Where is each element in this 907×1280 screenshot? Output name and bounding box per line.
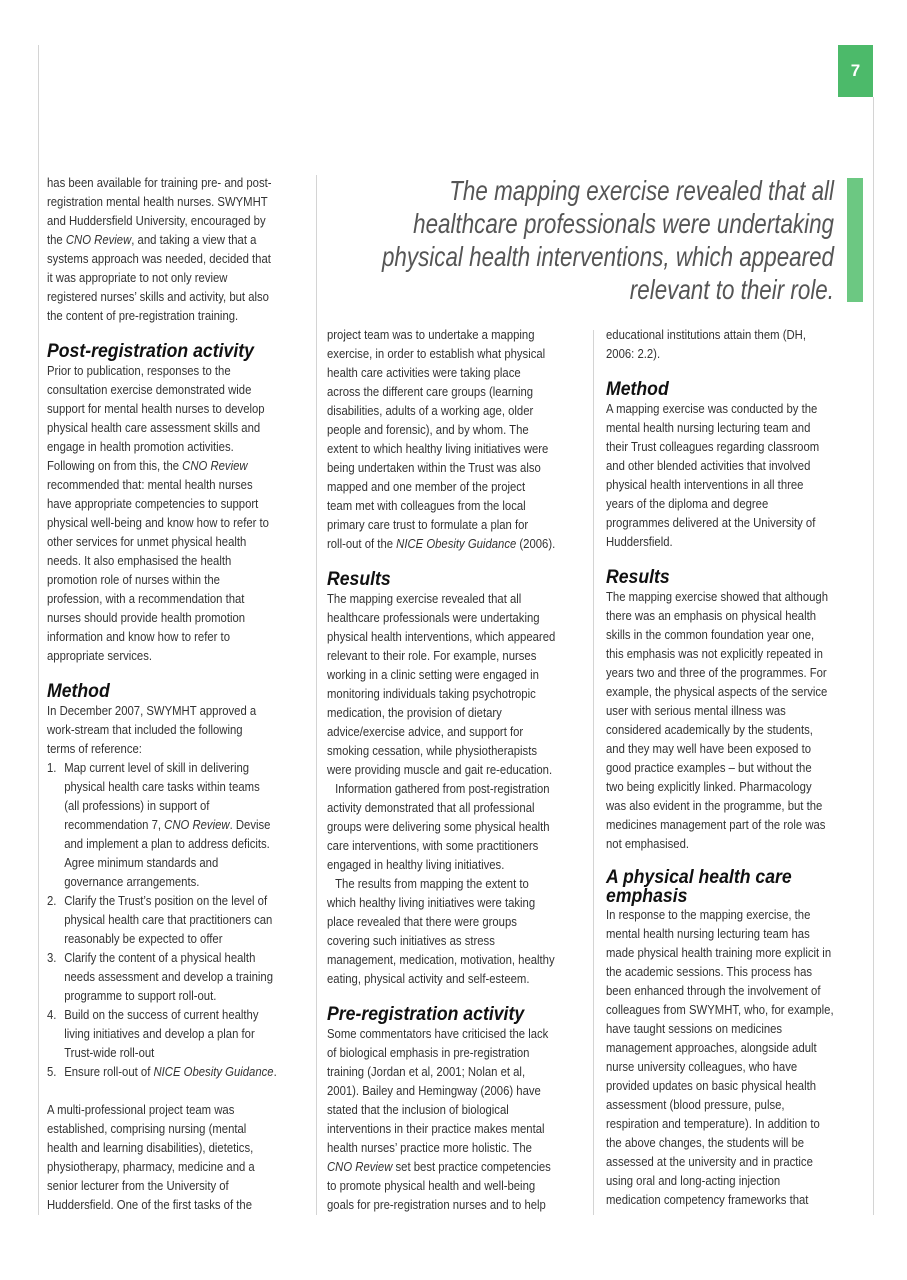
text-line: goals for pre-registration nurses and to help [327,1197,546,1212]
list-item [47,1063,302,1082]
column-divider-2 [593,330,594,1215]
list-number: 5. [47,1064,57,1079]
italic-title: CNO Review [327,1159,393,1174]
pull-quote-line: The mapping exercise revealed that all [449,175,834,206]
text-line: Following on from this, the CNO Review [47,458,248,473]
section-heading: Post-registration activity [47,339,254,362]
text-line: nurses should provide health promotion [47,610,246,625]
text-line: In response to the mapping exercise, the [606,907,811,922]
text-line: established, comprising nursing (mental [47,1121,247,1136]
text-line: activity demonstrated that all professional [327,800,535,815]
section-heading: Pre-registration activity [327,1002,525,1025]
text-line: CNO Review set best practice competencies [327,1159,551,1174]
text-line [47,1006,302,1025]
text-line: their Trust colleagues regarding classroom [606,439,820,454]
pull-quote [274,174,834,306]
text-line: and other blended activities that involved [606,458,811,473]
text-line: using oral and long-acting injection [606,1173,781,1188]
text-line: which healthy living initiatives were taking [327,895,536,910]
page-right-rule [873,97,874,1215]
text-line: smoking cessation, while physiotherapists [327,743,538,758]
text-line: place revealed that there were groups [327,914,517,929]
paragraph [47,174,302,326]
paragraph [327,1025,582,1215]
paragraph [606,400,861,552]
text-line: extent to which healthy living initiatives were [327,441,549,456]
pull-quote-line: healthcare professionals were undertaking [413,208,834,239]
text-line: recommended that: mental health nurses [47,477,253,492]
text-line: support for mental health nurses to develop [47,401,265,416]
text-line: health care activities were taking place [327,365,521,380]
text-line [47,930,302,949]
text-line: interventions in their practice makes mental [327,1121,545,1136]
text-line: 2001). Bailey and Hemingway (2006) have [327,1083,541,1098]
text-line: medicines management part of the role was [606,817,826,832]
text-line: Some commentators have criticised the lack [327,1026,549,1041]
text-line: needs. It also emphasised the health [47,553,232,568]
italic-title: CNO Review [182,458,248,473]
text-line: good practice examples – but without the [606,760,812,775]
text-line: have appropriate competencies to support [47,496,259,511]
list-number: 3. [47,950,57,965]
text-line: Information gathered from post-registration [335,781,550,796]
paragraph-spacer [47,1082,302,1101]
list-item-text: Trust-wide roll-out [64,1045,155,1060]
column-divider-1 [316,175,317,1215]
text-line: working in a clinic setting were engaged in [327,667,539,682]
text-line: 2006: 2.2). [606,346,661,361]
list-item-text: governance arrangements. [64,874,200,889]
text-line: registration mental health nurses. SWYMHT [47,194,268,209]
list-number: 4. [47,1007,57,1022]
text-line: roll-out of the NICE Obesity Guidance (2006). [327,536,556,551]
text-line: health and learning disabilities), dietetics, [47,1140,254,1155]
paragraph [47,702,302,759]
section-heading [606,865,861,907]
text-line [47,911,302,930]
column-2 [327,326,582,1215]
section-heading: Results [606,565,670,588]
text-line: across the different care groups (learning [327,384,534,399]
text-line: physical health interventions, which appeared [327,629,556,644]
text-line: considered academically by the students, [606,722,813,737]
text-line: systems approach was needed, decided that [47,251,271,266]
section-heading: Method [47,679,110,702]
list-item-text: Ensure roll-out of NICE Obesity Guidance. [64,1064,277,1079]
list-item-text: programme to support roll-out. [64,988,217,1003]
text-line [47,1044,302,1063]
text-line: of biological emphasis in pre-registration [327,1045,530,1060]
text-line [47,892,302,911]
text-line: information and know how to refer to [47,629,230,644]
list-item [47,892,302,949]
text-line: The results from mapping the extent to [335,876,529,891]
list-item-text: reasonably be expected to offer [64,931,223,946]
list-item [47,1006,302,1063]
text-line: other services for unmet physical health [47,534,247,549]
text-line: care interventions, with some practitioners [327,838,539,853]
text-line: management, medication, motivation, healthy [327,952,555,967]
text-line: medication, the provision of dietary [327,705,502,720]
text-line: people and forensic), and by whom. The [327,422,529,437]
paragraph [327,326,582,554]
section-heading-line: A physical health care [606,865,792,888]
pull-quote-accent-bar [847,178,863,302]
text-line: colleagues from SWYMHT, who, for example, [606,1002,834,1017]
section-heading: Results [327,567,391,590]
text-line: mapped and one member of the project [327,479,526,494]
text-line: respiration and temperature). In addition to [606,1116,820,1131]
text-line: example, the physical aspects of the service [606,684,828,699]
text-line: health nurses’ practice more holistic. The [327,1140,532,1155]
column-3 [606,326,861,1210]
paragraph [47,1101,302,1215]
text-line [47,1025,302,1044]
text-line [47,968,302,987]
italic-title: NICE Obesity Guidance [153,1064,274,1079]
text-line [47,949,302,968]
list-item-text: recommendation 7, CNO Review. Devise [64,817,271,832]
page-number: 7 [838,45,873,97]
list-item-text: Map current level of skill in delivering [64,760,250,775]
text-line: it was appropriate to not only review [47,270,228,285]
text-line: engaged in healthy living initiatives. [327,857,505,872]
text-line: not emphasised. [606,836,690,851]
text-line: Huddersfield. One of the first tasks of the [47,1197,252,1212]
list-item-text: Clarify the content of a physical health [64,950,256,965]
text-line: terms of reference: [47,741,142,756]
text-line [47,1063,302,1082]
text-line: made physical health training more explicit in [606,945,832,960]
text-line: primary care trust to formulate a plan for [327,517,529,532]
text-line: provided updates on basic physical health [606,1078,817,1093]
text-line: promotion role of nurses within the [47,572,220,587]
text-line: two being explicitly linked. Pharmacology [606,779,812,794]
italic-title: CNO Review [164,817,230,832]
italic-title: CNO Review [65,232,132,247]
text-line: A mapping exercise was conducted by the [606,401,818,416]
text-line: stated that the inclusion of biological [327,1102,509,1117]
list-item-text: physical health care tasks within teams [64,779,260,794]
text-line: was also evident in the programme, but the [606,798,823,813]
text-line: In December 2007, SWYMHT approved a [47,703,257,718]
text-line: management approaches, alongside adult [606,1040,817,1055]
paragraph [606,588,861,854]
numbered-list [47,759,302,1082]
text-line: this emphasis was not explicitly repeated in [606,646,823,661]
text-line: appropriate services. [47,648,153,663]
text-line: physiotherapy, pharmacy, medicine and a [47,1159,255,1174]
text-line: physical well-being and know how to refer to [47,515,269,530]
text-line: have taught sessions on medicines [606,1021,783,1036]
text-line: were providing muscle and gait re-education. [327,762,553,777]
text-line: the content of pre-registration training. [47,308,239,323]
text-line: consultation exercise demonstrated wide [47,382,252,397]
text-line: physical health care assessment skills and [47,420,261,435]
page-left-rule [38,45,39,1215]
text-line: physical health interventions in all three [606,477,804,492]
text-line: A multi-professional project team was [47,1102,235,1117]
paragraph [327,590,582,780]
list-item-text: physical health care that practitioners can [64,912,273,927]
text-line: groups were delivering some physical health [327,819,550,834]
pull-quote-line: relevant to their role. [629,274,834,305]
italic-title: NICE Obesity Guidance [396,536,517,551]
text-line: years two and three of the programmes. For [606,665,827,680]
text-line [47,778,302,797]
text-line: and Huddersfield University, encouraged by [47,213,266,228]
text-line: work-stream that included the following [47,722,243,737]
text-line: the CNO Review, and taking a view that a [47,232,257,247]
list-number: 1. [47,760,57,775]
section-heading: Method [606,377,669,400]
text-line: years of the diploma and degree [606,496,769,511]
pull-quote-line: physical health interventions, which appeared [381,241,834,272]
text-line: educational institutions attain them (DH, [606,327,806,342]
text-line: mental health nursing lecturing team has [606,926,810,941]
text-line [47,987,302,1006]
list-item-text: Build on the success of current healthy [64,1007,259,1022]
column-1 [47,174,302,1215]
text-line: advice/exercise advice, and support for [327,724,524,739]
list-item-text: and implement a plan to address deficits. [64,836,270,851]
text-line: engage in health promotion activities. [47,439,234,454]
text-line [47,759,302,778]
text-line: registered nurses’ skills and activity, but also [47,289,269,304]
text-line: nurse university colleagues, who have [606,1059,798,1074]
paragraph [606,906,861,1210]
list-item-text: Agree minimum standards and [64,855,219,870]
text-line: and they may well have been exposed to [606,741,812,756]
text-line: user with serious mental illness was [606,703,786,718]
text-line: training (Jordan et al, 2001; Nolan et al, [327,1064,526,1079]
text-line: medication competency frameworks that [606,1192,809,1207]
paragraph [606,326,861,364]
text-line: mental health nursing lecturing team and [606,420,811,435]
text-line: Prior to publication, responses to the [47,363,231,378]
text-line: been enhanced through the involvement of [606,983,821,998]
text-line: the above changes, the students will be [606,1135,805,1150]
text-line: to promote physical health and well-being [327,1178,536,1193]
text-line: team met with colleagues from the local [327,498,526,513]
text-line: assessed at the university and in practice [606,1154,813,1169]
paragraph [47,362,302,666]
text-line: relevant to their role. For example, nurses [327,648,537,663]
paragraph [327,780,582,875]
text-line: Huddersfield. [606,534,673,549]
list-item-text: Clarify the Trust’s position on the level of [64,893,268,908]
list-number: 2. [47,893,57,908]
text-line: covering such initiatives as stress [327,933,495,948]
list-item-text: living initiatives and develop a plan for [64,1026,255,1041]
text-line: project team was to undertake a mapping [327,327,535,342]
text-line: profession, with a recommendation that [47,591,245,606]
list-item [47,949,302,1006]
text-line: The mapping exercise showed that although [606,589,828,604]
text-line: skills in the common foundation year one, [606,627,815,642]
text-line: exercise, in order to establish what physical [327,346,546,361]
text-line [47,797,302,816]
text-line: monitoring individuals taking psychotropic [327,686,536,701]
text-line: being undertaken within the Trust was also [327,460,541,475]
text-line: senior lecturer from the University of [47,1178,229,1193]
text-line: the academic sessions. This process has [606,964,813,979]
text-line: disabilities, adults of a working age, older [327,403,534,418]
text-line: has been available for training pre- and post- [47,175,272,190]
section-heading-line: emphasis [606,884,688,907]
text-line: there was an emphasis on physical health [606,608,817,623]
text-line: The mapping exercise revealed that all [327,591,522,606]
list-item [47,759,302,892]
text-line [47,854,302,873]
list-item-text: needs assessment and develop a training [64,969,273,984]
text-line: eating, physical activity and self-esteem. [327,971,530,986]
paragraph [327,875,582,989]
text-line: programmes delivered at the University of [606,515,816,530]
text-line: assessment (blood pressure, pulse, [606,1097,785,1112]
text-line [47,816,302,835]
text-line: healthcare professionals were undertaking [327,610,540,625]
text-line [47,835,302,854]
list-item-text: (all professions) in support of [64,798,210,813]
text-line [47,873,302,892]
